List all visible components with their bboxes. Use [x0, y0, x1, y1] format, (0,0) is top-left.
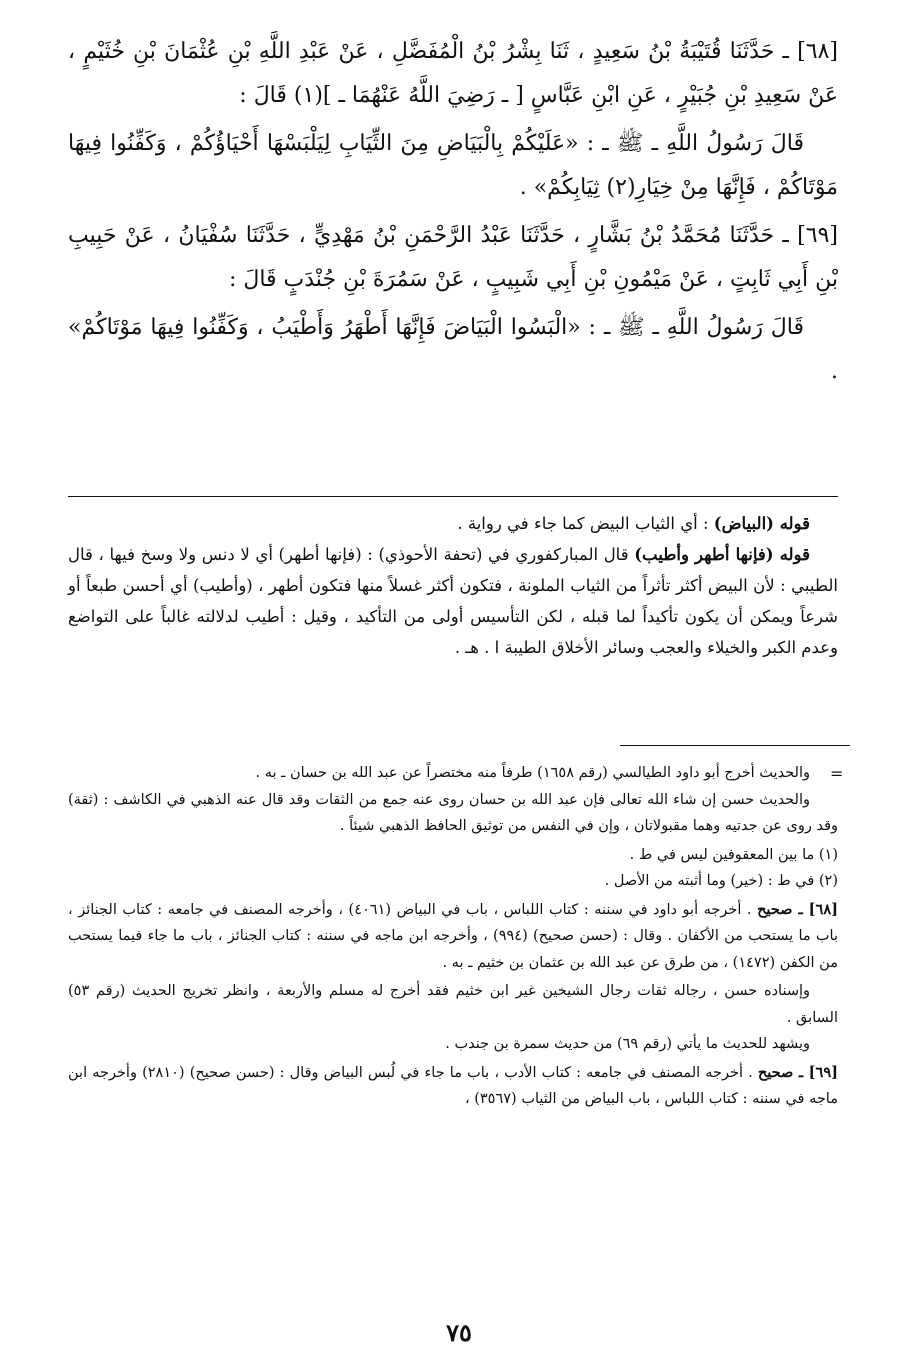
commentary-lead: قوله (البياض) [713, 514, 810, 533]
footnotes [68, 760, 838, 1113]
hadith-69-isnad: [٦٩] ـ حَدَّثَنَا مُحَمَّدُ بْنُ بَشَّارٍ ، حَدَّثَنَا عَبْدُ الرَّحْمَنِ بْنُ مَهْدِيٍّ ، حَدَّثَنَا سُفْيَانُ ، عَنْ حَبِيبِ بْنِ أَبِي ثَابِتٍ ، عَنْ مَيْمُونِ بْنِ أَبِي شَبِيبٍ ، عَنْ سَمُرَةَ بْنِ جُنْدَبٍ قَالَ : [68, 223, 838, 292]
footnote-line: والحديث حسن إن شاء الله تعالى فإن عبد الله بن حسان روى عنه جمع من الثقات وقد قال عنه الذهبي في الكاشف : (ثقة) وقد روى عن جدتيه وهما مقبولاتان ، وإن في النفس من توثيق الحافظ الذهبي شيئاً . [68, 791, 838, 834]
takhrij-item: وإسناده حسن ، رجاله ثقات رجال الشيخين غير ابن خثيم فقد أخرج له مسلم والأربعة ، وانظر تخريج الحديث (رقم ٥٣) السابق . [68, 983, 838, 1026]
footnote-line: والحديث أخرج أبو داود الطيالسي (رقم ١٦٥٨) طرفاً منه مختصراً عن عبد الله بن حسان ـ به . [255, 765, 810, 781]
footnote-divider [620, 745, 850, 746]
takhrij-item: ويشهد للحديث ما يأتي (رقم ٦٩) من حديث سمرة بن جندب . [445, 1036, 810, 1052]
takhrij-item [68, 897, 838, 977]
hadith-68-matn: قَالَ رَسُولُ اللَّهِ ـ ﷺ ـ : «عَلَيْكُمْ بِالْبَيَاضِ مِنَ الثِّيَابِ لِيَلْبَسْهَا أَحْيَاؤُكُمْ ، وَكَفِّنُوا فِيهَا مَوْتَاكُمْ ، فَإِنَّهَا مِنْ خِيَارِ(٢) ثِيَابِكُمْ» . [68, 131, 838, 200]
page-number: ٧٥ [446, 1318, 472, 1347]
commentary [68, 508, 838, 663]
footnote-numbered: (١) ما بين المعقوفين ليس في ط . [629, 846, 838, 863]
commentary-item [68, 539, 838, 663]
hadith-68-isnad: [٦٨] ـ حَدَّثَنَا قُتَيْبَةُ بْنُ سَعِيدٍ ، ثَنَا بِشْرُ بْنُ الْمُفَضَّلِ ، عَنْ عَبْدِ اللَّهِ بْنِ عُثْمَانَ بْنِ خُثَيْمٍ ، عَنْ سَعِيدِ بْنِ جُبَيْرٍ ، عَنِ ابْنِ عَبَّاسٍ [ ـ رَضِيَ اللَّهُ عَنْهُمَا ـ ](١) قَالَ : [68, 39, 838, 108]
takhrij-lead: [٦٨] ـ صحيح [757, 900, 838, 918]
commentary-body: : أي الثياب البيض كما جاء في رواية . [457, 514, 714, 533]
footnote-numbered: (٢) في ط : (خير) وما أثبته من الأصل . [604, 873, 838, 889]
commentary-lead: قوله (فإنها أطهر وأطيب) [634, 545, 810, 564]
takhrij-item [68, 1060, 838, 1113]
continuation-mark: = [830, 764, 844, 783]
commentary-body: قال المباركفوري في (تحفة الأحوذي) : (فإنها أطهر) أي لا دنس ولا وسخ فيها ، قال الطيبي : لأن البيض أكثر تأثراً من الثياب الملونة ، فتكون أكثر غسلاً منها فتكون أطهر ، (وأطيب) أي أحسن طبعاً أو شرعاً ويمكن أن يكون تأكيداً لما قبله ، لكن التأسيس أولى من التأكيد ، وقيل : أطيب لدلالته غالباً على التواضع وعدم الكبر والخيلاء والعجب وسائر الأخلاق الطيبة ا . هـ . [68, 545, 838, 657]
hadith-text [68, 30, 838, 398]
takhrij-lead: [٦٩] ـ صحيح [757, 1063, 838, 1081]
takhrij-body: . أخرجه أبو داود في سننه : كتاب اللباس ، باب في البياض (٤٠٦١) ، وأخرجه المصنف في جامعه : كتاب الجنائز ، باب ما يستحب من الأكفان . وقال : (حسن صحيح) (٩٩٤) ، وأخرجه ابن ماجه في سننه : كتاب الجنائز ، باب ما جاء فيما يستحب من الكفن (١٤٧٢) ، من طرق عن عبد الله بن عثمان بن خثيم ـ به . [68, 901, 838, 971]
takhrij-body: . أخرجه المصنف في جامعه : كتاب الأدب ، باب ما جاء في لُبس البياض وقال : (حسن صحيح) (٢٨١٠) وأخرجه ابن ماجه في سننه : كتاب اللباس ، باب البياض من الثياب (٣٥٦٧) ، [68, 1064, 838, 1107]
commentary-item [68, 508, 838, 539]
hadith-69-matn: قَالَ رَسُولُ اللَّهِ ـ ﷺ ـ : «الْبَسُوا الْبَيَاضَ فَإِنَّهَا أَطْهَرُ وَأَطْيَبُ ، وَكَفِّنُوا فِيهَا مَوْتَاكُمْ» . [68, 315, 838, 384]
commentary-divider [68, 496, 838, 497]
